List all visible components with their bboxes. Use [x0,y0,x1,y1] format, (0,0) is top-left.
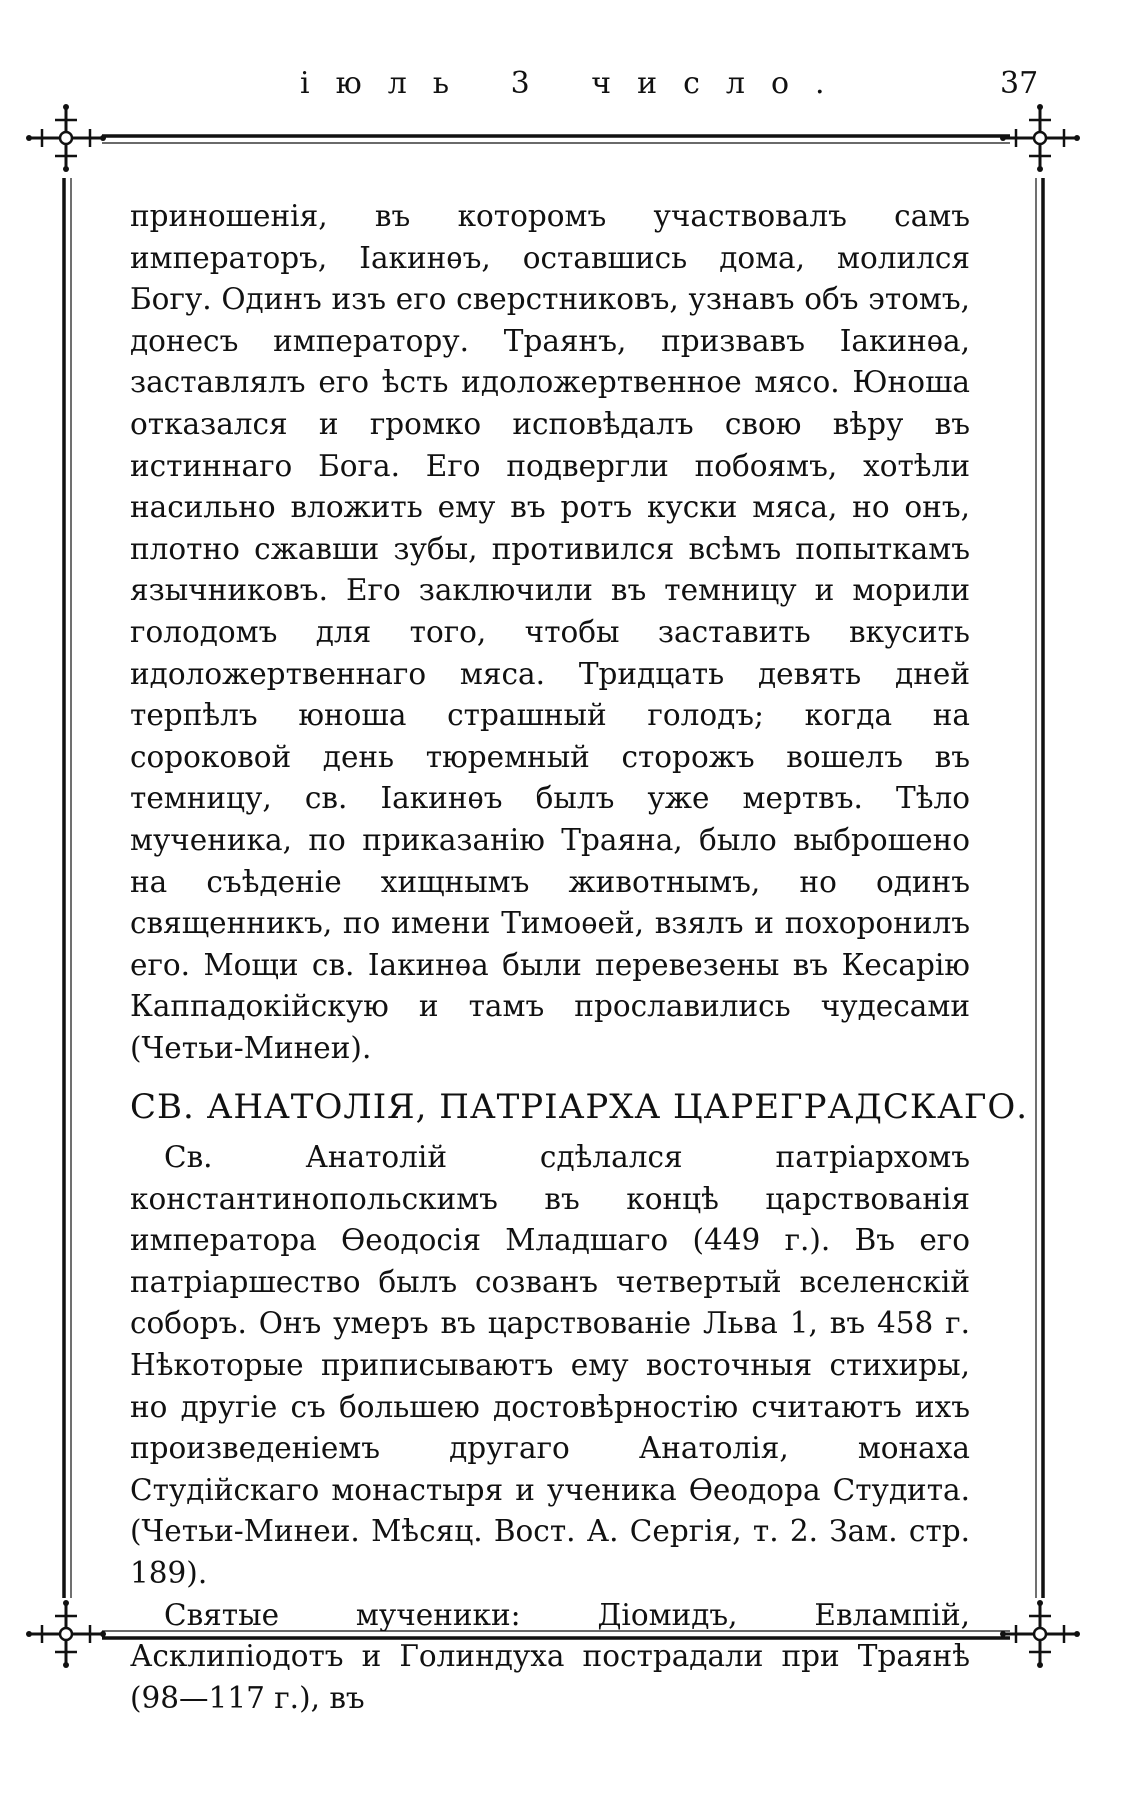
body-paragraph: Святые мученики: Діомидъ, Евлампій, Асклипіодотъ и Голиндуха пострадали при Траянѣ (98—117 г.), въ [130,1597,970,1715]
running-head: іюль 3 число. [300,66,851,101]
body-paragraph: Св. Анатолій сдѣлался патріархомъ константинопольскимъ въ концѣ царствованія императора Ѳеодосія Младшаго (449 г.). Въ его патріаршество былъ созванъ четвертый вселенскій соборъ. Онъ умеръ въ царствованіе Льва 1, въ 458 г. Нѣкоторые приписываютъ ему восточныя стихиры, но другіе съ большею достовѣрностію считаютъ ихъ произведеніемъ другаго Анатолія, монаха Студійскаго монастыря и ученика Ѳеодора Студита. (Четьи-Минеи. Мѣсяц. Вост. А. Сергія, т. 2. Зам. стр. 189). [130,1140,970,1590]
page-header [0,66,1140,106]
page-body [130,196,1029,1719]
cross-ornament-icon [1000,1600,1080,1668]
section-heading: СВ. АНАТОЛІЯ, ПАТРІАРХА ЦАРЕГРАДСКАГО. [130,1087,1029,1128]
cross-ornament-icon [26,104,106,172]
page-number: 37 [1000,66,1039,101]
cross-ornament-icon [26,1600,106,1668]
body-paragraph: приношенія, въ которомъ участвовалъ самъ императоръ, Іакинѳъ, оставшись дома, молился Богу. Одинъ изъ его сверстниковъ, узнавъ объ этомъ, донесъ императору. Траянъ, призвавъ Іакинѳа, заставлялъ его ѣсть идоложертвенное мясо. Юноша отказался и громко исповѣдалъ свою вѣру въ истиннаго Бога. Его подвергли побоямъ, хотѣли насильно вложить ему въ ротъ куски мяса, но онъ, плотно сжавши зубы, противился всѣмъ попыткамъ язычниковъ. Его заключили въ темницу и морили голодомъ для того, чтобы заставить вкусить идоложертвеннаго мяса. Тридцать девять дней терпѣлъ юноша страшный голодъ; когда на сороковой день тюремный сторожъ вошелъ въ темницу, св. Іакинѳъ былъ уже мертвъ. Тѣло мученика, по приказанію Траяна, было выброшено на съѣденіе хищнымъ животнымъ, но одинъ священникъ, по имени Тимоѳей, взялъ и похоронилъ его. Мощи св. Іакинѳа были перевезены въ Кесарію Каппадокійскую и тамъ прославились чудесами (Четьи-Минеи). [130,199,970,1065]
cross-ornament-icon [1000,104,1080,172]
